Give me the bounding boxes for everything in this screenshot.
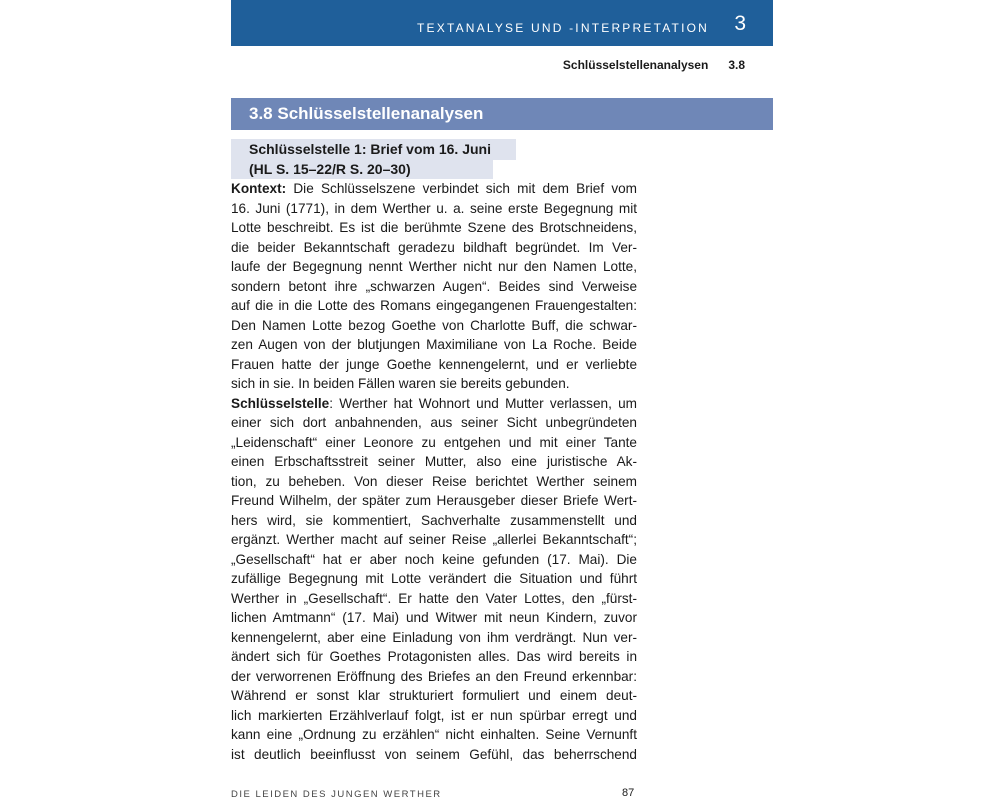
footer-book-title: DIE LEIDEN DES JUNGEN WERTHER [231, 789, 442, 800]
text-line: lichen Amtmann“ (17. Mai) und Witwer mit neun Kindern, zuvor [231, 610, 637, 625]
text-line: zen Augen von der blutjungen Maximiliane von La Roche. Beide [231, 337, 637, 352]
text-line: Werther in „Gesellschaft“. Er hatte den Vater Lottes, den „fürst- [231, 590, 637, 606]
key-passage-reference: (HL S. 15–22/R S. 20–30) [231, 160, 493, 179]
text-line: lich markierten Erzählverlauf folgt, ist er nun spürbar erregt und [231, 707, 637, 723]
text-line: hers wird, sie kommentiert, Sachverhalte zusammenstellt und [231, 512, 637, 528]
text-line: einen Erbschaftsstreit seiner Mutter, also eine juristische Ak- [231, 454, 637, 469]
chapter-header-bar [231, 0, 773, 46]
text-line: „Gesellschaft“ hat er aber noch keine gefunden (17. Mai). Die [231, 551, 637, 567]
text-line: ist deutlich beeinflusst von seinem Gefühl, das beherrschend [231, 746, 637, 762]
text-line: die beider Bekanntschaft geradezu bildhaft begründet. Im Ver- [231, 239, 637, 255]
text-line: kennengelernt, aber eine Einladung von ihm verdrängt. Nun ver- [231, 629, 637, 645]
text-line: 16. Juni (1771), in dem Werther u. a. seine erste Begegnung mit [231, 200, 637, 216]
text-line: Freund Wilhelm, der später zum Herausgeber dieser Briefe Wert- [231, 493, 637, 508]
text-line: sich in sie. In beiden Fällen waren sie bereits gebunden. [231, 376, 570, 391]
chapter-number: 3 [734, 12, 746, 35]
key-passage-title: Schlüsselstelle 1: Brief vom 16. Juni [231, 139, 516, 160]
section-banner [231, 98, 773, 130]
text-line: „Leidenschaft“ einer Leonore zu entgehen und mit einer Tante [231, 434, 637, 450]
text-line: Lotte beschreibt. Es ist die berühmte Szene des Brotschneidens, [231, 220, 637, 235]
text-line: auf die in die Lotte des Romans eingegangenen Frauengestalten: [231, 298, 637, 313]
schluesselstelle-label: Schlüsselstelle [231, 395, 330, 411]
text-line: Den Namen Lotte bezog Goethe von Charlotte Buff, die schwar- [231, 317, 637, 333]
running-title: Schlüsselstellenanalysen [562, 58, 709, 72]
page-number: 87 [622, 787, 635, 799]
text-line: sondern betont ihre „schwarzen Augen“. Beides sind Verweise [231, 278, 637, 294]
text-line: Kontext: Die Schlüsselszene verbindet sich mit dem Brief vom [231, 181, 637, 196]
text-line: Schlüsselstelle: Werther hat Wohnort und Mutter verlassen, um [231, 395, 637, 411]
text-line: der verworrenen Eröffnung des Briefes an den Freund erkennbar: [231, 668, 637, 684]
text-line: Frauen hatte der junge Goethe kennengelernt, und er verliebte [231, 356, 637, 372]
text-line: Während er sonst klar strukturiert formuliert und einem deut- [231, 688, 637, 703]
running-head [231, 58, 745, 72]
text-line: kann eine „Ordnung zu erzählen“ nicht einhalten. Seine Vernunft [231, 727, 637, 742]
key-passage-heading [231, 139, 516, 179]
text-line: laufe der Begegnung nennt Werther nicht nur den Namen Lotte, [231, 259, 637, 274]
section-title: 3.8 Schlüsselstellenanalysen [249, 104, 484, 123]
text-line: zufällige Begegnung mit Lotte verändert die Situation und führt [231, 571, 637, 586]
text-line: ergänzt. Werther macht auf seiner Reise „allerlei Bekanntschaft“; [231, 532, 637, 547]
running-number: 3.8 [728, 58, 745, 72]
chapter-label: TEXTANALYSE UND -INTERPRETATION [417, 21, 709, 35]
text-line: ändert sich für Goethes Protagonisten alles. Das wird bereits in [231, 649, 637, 664]
text-line: tion, zu beheben. Von dieser Reise berichtet Werther seinem [231, 473, 637, 489]
kontext-label: Kontext: [231, 181, 287, 196]
body-text [231, 179, 637, 764]
text-line: einer sich dort anbahnenden, aus seiner Sicht unbegründeten [231, 415, 637, 430]
